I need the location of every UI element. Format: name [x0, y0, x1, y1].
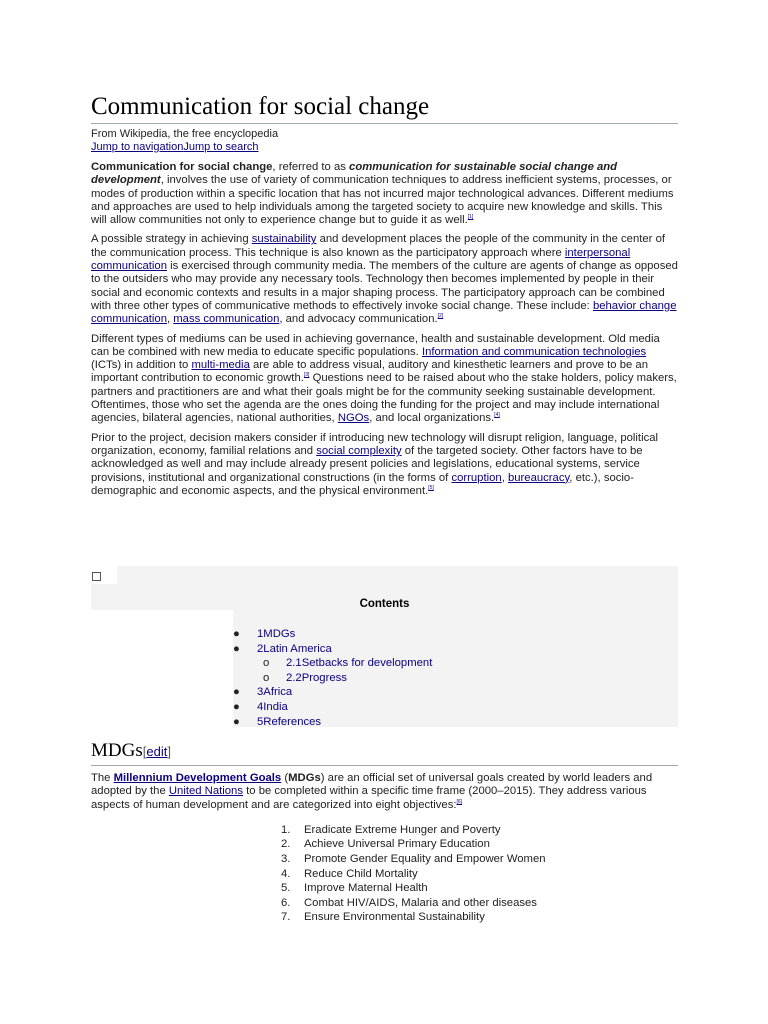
bullet-icon: o	[263, 657, 270, 670]
reference-2[interactable]: [2]	[437, 313, 444, 320]
section-heading	[91, 740, 678, 766]
paragraph-strategy	[91, 233, 678, 326]
toc-label: MDGs	[263, 628, 296, 640]
text: The	[91, 772, 114, 784]
toc-item[interactable]	[233, 656, 432, 671]
table-of-contents	[91, 566, 678, 727]
paragraph-intro	[91, 161, 678, 227]
link-sustainability[interactable]: sustainability	[251, 233, 317, 246]
text: Different types of mediums can be used in achieving governance, health and sustainable development. Old media can be combined with new media to educate specific populations.	[91, 332, 660, 358]
goal-item	[281, 823, 768, 838]
toc-label: Africa	[263, 686, 293, 699]
edit-bracket-open: [	[142, 744, 147, 759]
text: , involves the use of variety of communication techniques to address inefficient systems, processes, or modes of production within a specific location that has not incurred major technological advances. Different mediums and approaches are used to help individuals among the targeted society to acquire new knowledge and skills. This will allow communities not only to experience change but to guide it as well.	[91, 174, 674, 227]
text: is exercised through community media. The members of the culture are agents of change as opposed to the outsiders who may provide any necessary tools. Technology then becomes implemented by people in their social and economic contexts and results in a major shaping process. The participatory approach can be combined with three other types of communicative methods to effectively invoke social change. These include:	[91, 260, 678, 312]
article-body	[91, 92, 678, 504]
link-corruption[interactable]: corruption	[451, 471, 502, 484]
edit-bracket-close: ]	[167, 744, 171, 759]
goals-list	[281, 823, 768, 925]
toc-item[interactable]	[233, 700, 432, 715]
toc-label: References	[263, 715, 322, 728]
goal-item	[281, 852, 768, 867]
text: ) are an official set of universal goals created by world leaders and adopted by the	[91, 772, 653, 798]
jump-to-search-link[interactable]: Jump to search	[183, 141, 259, 153]
edit-link[interactable]: edit	[146, 744, 168, 759]
paragraph-mediums	[91, 333, 678, 426]
toc-toggle-strip-bg	[117, 566, 678, 584]
text: and development places the people of the community in the center of the communication process. This technique is also known as the participatory approach where	[91, 233, 665, 259]
bullet-icon: o	[263, 671, 270, 684]
link-interpersonal-communication[interactable]: interpersonal communication	[91, 246, 631, 273]
toc-left-gap	[91, 610, 233, 727]
jump-links	[91, 141, 678, 154]
toc-label: Latin America	[263, 642, 332, 655]
reference-3[interactable]: [3]	[303, 372, 310, 379]
toc-toggle-checkbox[interactable]	[92, 572, 101, 581]
goal-item	[281, 867, 768, 882]
text: of the targeted society. Other factors have to be acknowledged as well and may include already present policies and legislations, educational systems, service provisions, institutional and organizational constructions (in the forms of	[91, 444, 643, 484]
toc-label: Setbacks for development	[301, 657, 433, 670]
paragraph-mdgs	[91, 772, 678, 812]
toc-list	[233, 627, 432, 729]
goal-text: Promote Gender Equality and Empower Women	[304, 853, 546, 866]
link-mass-communication[interactable]: mass communication	[173, 313, 280, 326]
toc-label: Progress	[301, 671, 347, 684]
goal-text: Reduce Child Mortality	[304, 867, 418, 880]
bullet-icon: ●	[233, 642, 240, 655]
toc-item[interactable]	[233, 671, 432, 686]
goal-text: Achieve Universal Primary Education	[304, 838, 490, 851]
goal-number: 3.	[281, 853, 291, 866]
text: (ICTs) in addition to	[91, 359, 192, 372]
toc-item[interactable]	[233, 715, 432, 730]
bold-term: MDGs	[288, 772, 321, 784]
goal-text: Ensure Environmental Sustainability	[304, 911, 485, 924]
bullet-icon: ●	[233, 686, 240, 699]
jump-to-navigation-link[interactable]: Jump to navigation	[91, 141, 184, 153]
text: Prior to the project, decision makers consider if introducing new technology will disrupt religion, language, political organization, economy, familial relations and	[91, 431, 659, 457]
toc-item[interactable]	[233, 685, 432, 700]
link-bureaucracy[interactable]: bureaucracy	[507, 471, 570, 484]
text: to be completed within a specific time frame (2000–2015). They address various aspects of human development and are categorized into eight objectives:	[91, 785, 647, 811]
bullet-icon: ●	[233, 700, 240, 713]
toc-number: 5	[257, 715, 264, 728]
goal-text: Eradicate Extreme Hunger and Poverty	[304, 823, 501, 836]
reference-5[interactable]: [5]	[428, 484, 434, 491]
link-united-nations[interactable]: United Nations	[168, 785, 243, 798]
toc-label: India	[263, 700, 288, 713]
text: A possible strategy in achieving	[91, 233, 252, 246]
text: , and local organizations.	[369, 412, 495, 425]
toc-title: Contents	[359, 598, 410, 610]
goal-number: 6.	[281, 896, 291, 909]
text: (	[281, 772, 289, 784]
reference-1[interactable]: [1]	[467, 214, 474, 221]
edit-section	[143, 744, 171, 759]
bold-italic-term: communication for sustainable social change and development	[91, 161, 618, 187]
text: , referred to as	[272, 161, 350, 173]
goal-item	[281, 910, 768, 925]
toc-number: 4	[257, 700, 264, 713]
goal-text: Improve Maternal Health	[304, 882, 428, 895]
reference-6[interactable]: [6]	[456, 798, 463, 805]
site-tagline: From Wikipedia, the free encyclopedia	[91, 128, 279, 140]
section-title: MDGs	[91, 740, 143, 761]
page-title: Communication for social change	[91, 92, 678, 124]
toc-number: 1	[257, 628, 264, 640]
goal-number: 1.	[281, 823, 291, 836]
toc-number: 2.2	[286, 671, 302, 684]
goal-number: 7.	[281, 911, 291, 924]
paragraph-decision-makers	[91, 432, 678, 498]
link-social-complexity[interactable]: social complexity	[316, 444, 402, 457]
link-ngos[interactable]: NGOs	[337, 412, 370, 425]
toc-item[interactable]	[233, 642, 432, 657]
text: ,	[501, 471, 508, 484]
reference-4[interactable]: [4]	[494, 412, 500, 419]
link-ict[interactable]: Information and communication technologies	[421, 345, 647, 358]
bold-term: Communication for social change	[91, 161, 273, 173]
bullet-icon: ●	[233, 628, 240, 640]
bullet-icon: ●	[233, 715, 240, 728]
text: ,	[166, 313, 174, 326]
text: Questions need to be raised about who the stake holders, policy makers, partners and practitioners are and what their goals might be for the community seeking sustainable development. Oftentimes, those who set the agenda are the ones doing the funding for the project and may include international agencies, bilateral agencies, national authorities,	[91, 372, 677, 425]
goal-text: Combat HIV/AIDS, Malaria and other diseases	[304, 896, 537, 909]
toc-item[interactable]	[233, 627, 432, 642]
text: , etc.), socio-demographic and economic aspects, and the physical environment.	[91, 471, 634, 497]
link-millennium-development-goals[interactable]: Millennium Development Goals	[113, 772, 282, 784]
link-multi-media[interactable]: multi-media	[191, 359, 250, 372]
goal-item	[281, 896, 768, 911]
goal-number: 5.	[281, 882, 291, 895]
goal-number: 2.	[281, 838, 291, 851]
goal-item	[281, 881, 768, 896]
text: are able to address visual, auditory and kinesthetic learners and prove to be an important contribution to economic growth.	[91, 359, 649, 385]
text: , and advocacy communication.	[279, 313, 438, 326]
toc-number: 3	[257, 686, 264, 699]
section-mdgs	[91, 740, 678, 925]
link-behavior-change-communication[interactable]: behavior change communication	[91, 299, 677, 326]
goal-number: 4.	[281, 867, 291, 880]
goal-item	[281, 837, 768, 852]
toc-number: 2	[257, 642, 264, 655]
toc-number: 2.1	[286, 657, 302, 670]
